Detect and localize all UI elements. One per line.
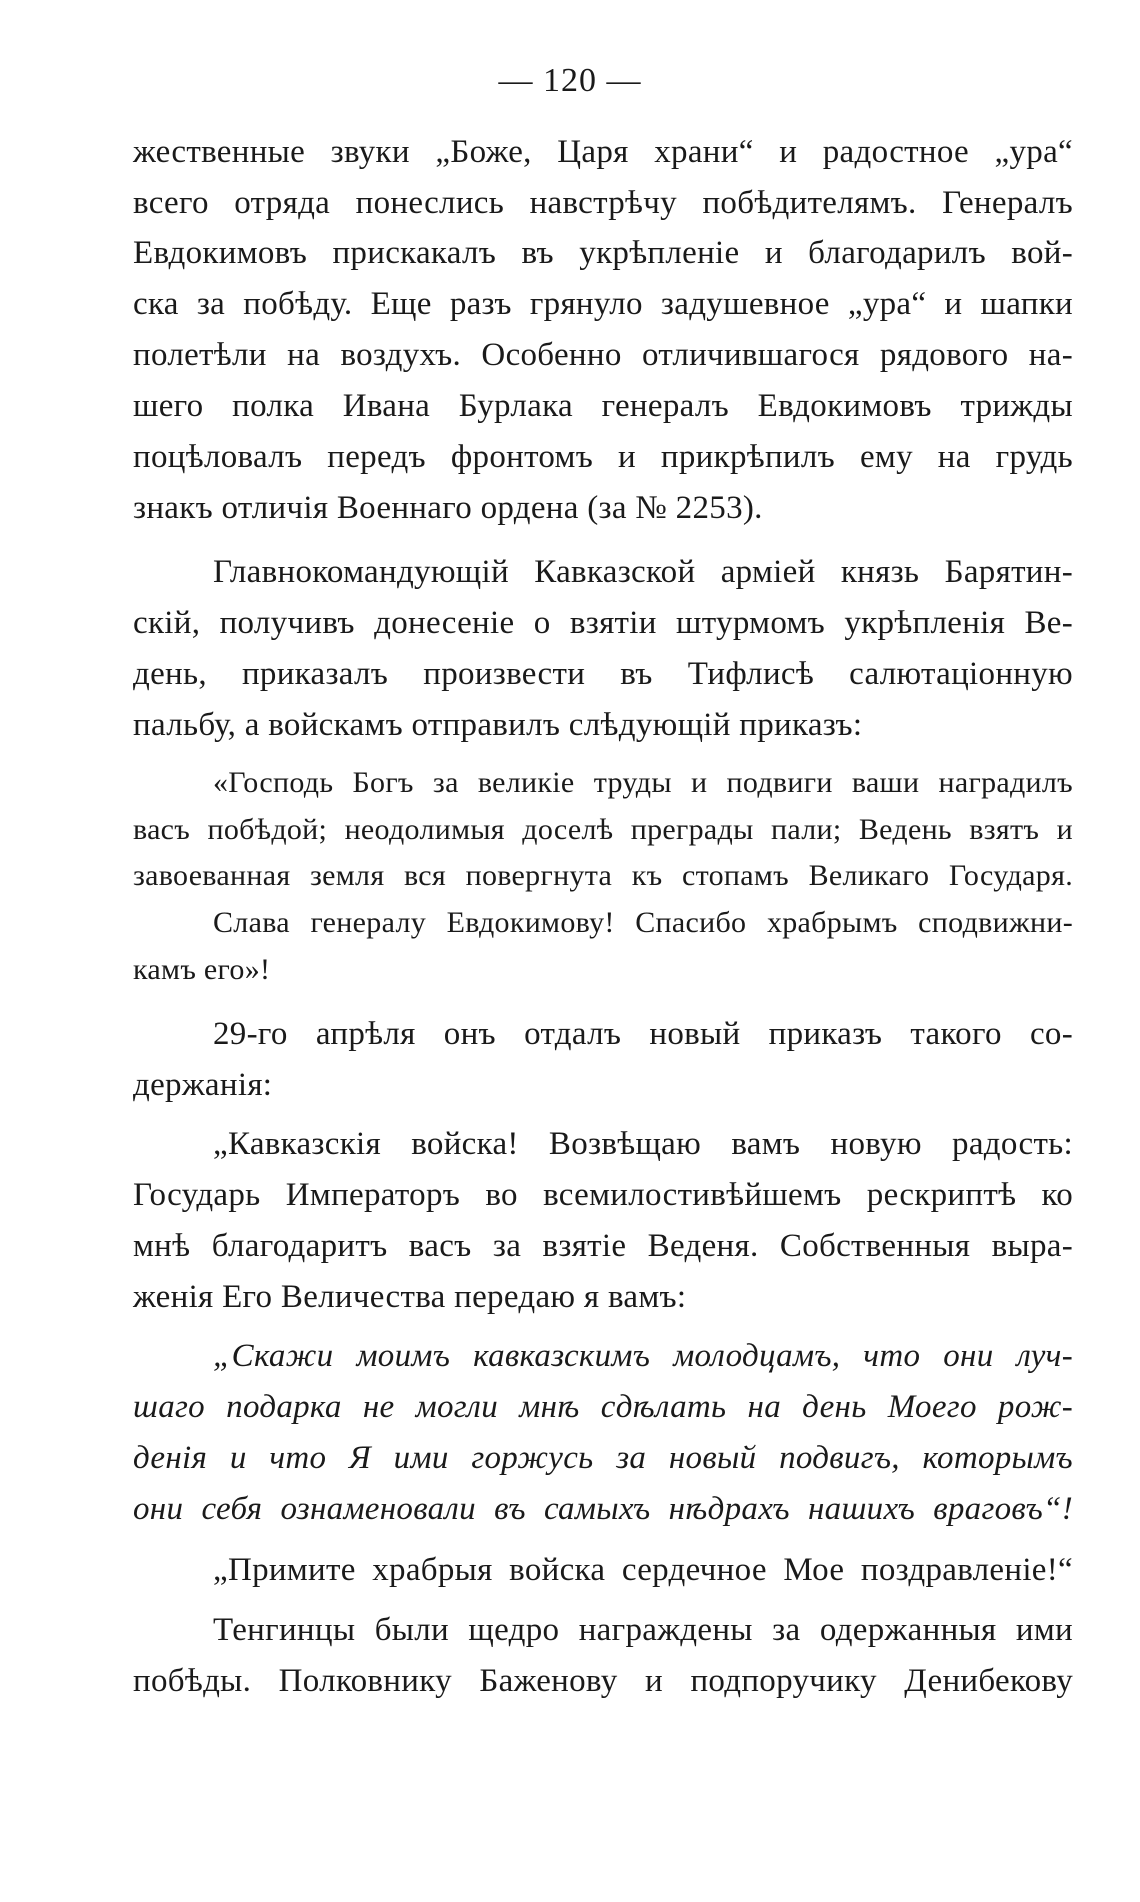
text-line: поцѣловалъ передъ фронтомъ и прикрѣпилъ ему на грудь [133, 439, 1073, 475]
paragraph-start-line: „Примите храбрыя войска сердечное Мое поздравленіе!“ [213, 1552, 1073, 1588]
text-line: пальбу, а войскамъ отправилъ слѣдующій приказъ: [133, 707, 863, 743]
text-line: Евдокимовъ прискакалъ въ укрѣпленіе и благодарилъ вой- [133, 235, 1073, 271]
text-line: ска за побѣду. Еще разъ грянуло задушевное „ура“ и шапки [133, 286, 1073, 322]
text-line: женія Его Величества передаю я вамъ: [133, 1279, 687, 1315]
text-line: Государь Императоръ во всемилостивѣйшемъ рескриптѣ ко [133, 1177, 1073, 1213]
text-line: жественные звуки „Боже, Царя храни“ и радостное „ура“ [133, 134, 1073, 170]
text-line: всего отряда понеслись навстрѣчу побѣдителямъ. Генералъ [133, 185, 1073, 221]
quote-line: Слава генералу Евдокимову! Спасибо храбрымъ сподвижни- [213, 906, 1073, 939]
text-line: держанія: [133, 1067, 273, 1103]
paragraph-start-line: „Кавказскія войска! Возвѣщаю вамъ новую радость: [213, 1126, 1073, 1162]
paragraph-start-line: Главнокомандующій Кавказской арміей князь Барятин- [213, 554, 1073, 590]
paragraph-start-line: Тенгинцы были щедро награждены за одержанныя ими [213, 1612, 1073, 1648]
italic-quote-line: „Скажи моимъ кавказскимъ молодцамъ, что они луч- [213, 1338, 1073, 1374]
text-line: полетѣли на воздухъ. Особенно отличившагося рядового на- [133, 337, 1073, 373]
text-line: знакъ отличія Военнаго ордена (за № 2253). [133, 490, 763, 526]
italic-quote-line: шаго подарка не могли мнѣ сдѣлать на день Моего рож- [133, 1389, 1073, 1425]
text-line: мнѣ благодаритъ васъ за взятіе Веденя. Собственныя выра- [133, 1228, 1073, 1264]
quote-line: «Господь Богъ за великіе труды и подвиги ваши наградилъ [213, 766, 1073, 799]
quote-line: завоеванная земля вся повергнута къ стопамъ Великаго Государя. [133, 859, 1073, 892]
italic-quote-line: денія и что Я ими горжусь за новый подвигъ, которымъ [133, 1440, 1073, 1476]
paragraph-start-line: 29-го апрѣля онъ отдалъ новый приказъ такого со- [213, 1016, 1073, 1052]
page-number: — 120 — [498, 62, 642, 99]
quote-line: васъ побѣдой; неодолимыя доселѣ преграды пали; Ведень взятъ и [133, 813, 1073, 846]
text-line: побѣды. Полковнику Баженову и подпоручику Денибекову [133, 1663, 1073, 1699]
italic-quote-line: они себя ознаменовали въ самыхъ нѣдрахъ нашихъ враговъ“! [133, 1491, 1073, 1527]
quote-line: камъ его»! [133, 953, 271, 986]
text-line: шего полка Ивана Бурлака генералъ Евдокимовъ трижды [133, 388, 1073, 424]
text-line: скій, получивъ донесеніе о взятіи штурмомъ укрѣпленія Ве- [133, 605, 1073, 641]
text-line: день, приказалъ произвести въ Тифлисѣ салютаціонную [133, 656, 1073, 692]
